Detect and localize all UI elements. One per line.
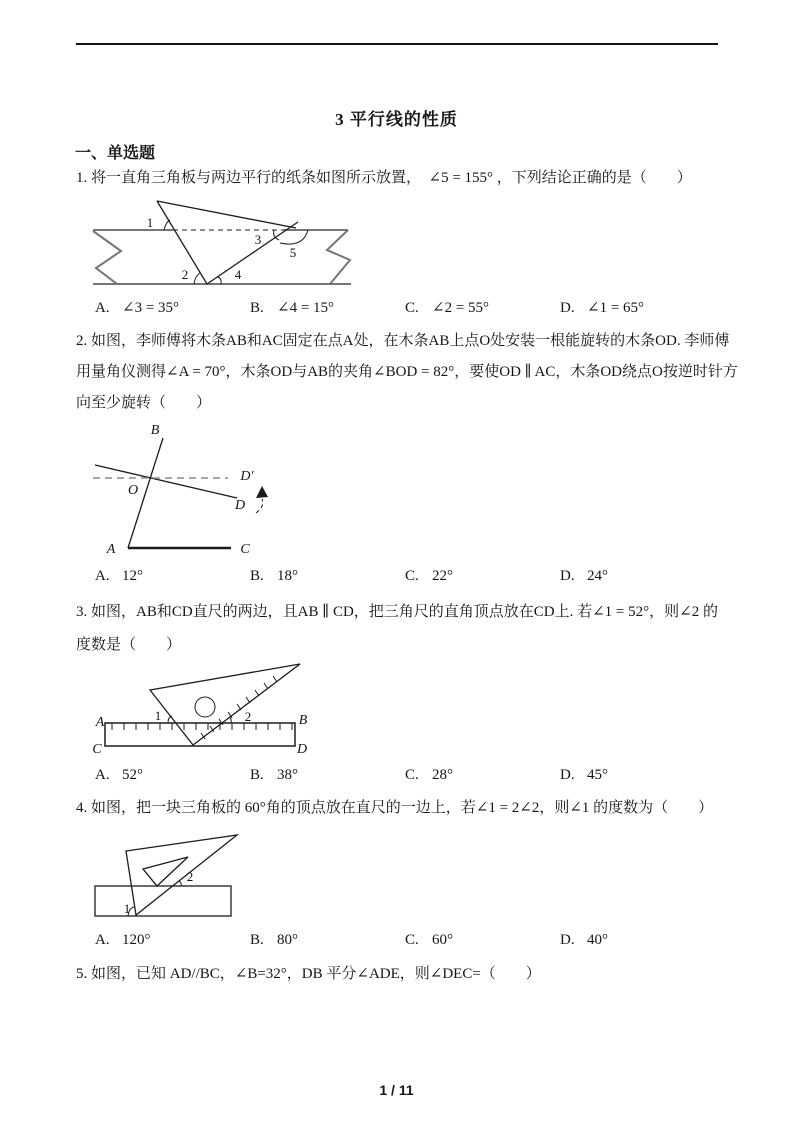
option-text: 80° [277, 932, 298, 948]
question-1-diagram [88, 193, 373, 299]
angle-4-arc [218, 277, 221, 284]
option-text: 60° [432, 932, 453, 948]
option-letter: A. [95, 767, 110, 783]
question-4-option-d [560, 932, 608, 949]
angle-3-label: 3 [254, 232, 262, 247]
strip-right-tear [327, 230, 350, 284]
angle-1-label: 1 [154, 708, 162, 723]
angle-2-arc [194, 273, 200, 284]
question-4-diagram [92, 828, 247, 923]
option-text: 22° [432, 568, 453, 584]
option-text: ∠2 = 55° [432, 300, 490, 316]
option-letter: C. [405, 932, 419, 948]
option-letter: D. [560, 767, 575, 783]
option-text: 45° [587, 767, 608, 783]
question-2-option-a [95, 568, 143, 585]
set-square-cutout [143, 857, 188, 886]
option-letter: B. [250, 932, 264, 948]
hypotenuse-tick-marks [201, 676, 277, 739]
option-text: ∠1 = 65° [587, 300, 645, 316]
set-square-outline [123, 835, 237, 916]
option-letter: B. [250, 300, 264, 316]
rotation-arrow [256, 486, 268, 513]
angle-1-label: 1 [123, 901, 131, 916]
point-O-label: O [127, 483, 139, 498]
angle-4-label: 4 [234, 267, 242, 282]
angle-2-label: 2 [181, 267, 189, 282]
point-B-label: B [298, 713, 308, 728]
rotation-arrow-tail [256, 499, 263, 513]
triangle-hypotenuse [157, 201, 296, 228]
point-A-label: A [95, 715, 105, 730]
option-letter: B. [250, 767, 264, 783]
question-4-option-a [95, 932, 151, 949]
set-square-outline [150, 664, 300, 745]
angle-2-arc [179, 881, 181, 886]
question-3-option-a [95, 767, 143, 784]
question-2-option-b [250, 568, 298, 585]
rotation-arrowhead [256, 486, 268, 498]
question-3-option-b [250, 767, 298, 784]
option-letter: A. [95, 568, 110, 584]
point-D-label: D [234, 498, 246, 513]
question-2-text-line-2: 用量角仪测得∠A = 70°，木条OD与AB的夹角∠BOD = 82°，要使OD ∥ AC，木条OD绕点O按逆时针方 [76, 364, 738, 380]
header-rule [76, 43, 718, 45]
option-text: 52° [122, 767, 143, 783]
option-text: ∠3 = 35° [122, 300, 180, 316]
option-letter: C. [405, 568, 419, 584]
triangle-right-side [207, 222, 298, 284]
option-letter: A. [95, 932, 110, 948]
question-4-options [0, 932, 793, 952]
option-letter: D. [560, 568, 575, 584]
question-1-option-b [250, 298, 334, 317]
set-square-hole [195, 697, 215, 717]
question-4-text: 4. 如图，把一块三角板的 60°角的顶点放在直尺的一边上，若∠1 = 2∠2，则∠1 的度数为（ ） [76, 800, 714, 816]
paper-strip [93, 230, 351, 284]
point-C-label: C [92, 742, 102, 757]
question-3-text-line-1: 3. 如图，AB和CD直尺的两边，且AB ∥ CD，把三角尺的直角顶点放在CD上. 若∠1 = 52°，则∠2 的 [76, 604, 718, 620]
angle-2-label: 2 [186, 869, 194, 884]
segment-OD [95, 465, 237, 498]
question-2-option-c [405, 568, 453, 585]
triangle-ruler [157, 201, 298, 284]
page-title: 3 平行线的性质 [335, 110, 458, 129]
option-text: 24° [587, 568, 608, 584]
page-number: 1 / 11 [379, 1082, 414, 1098]
point-B-label: B [150, 423, 160, 438]
question-3-text-line-2: 度数是（ ） [76, 637, 182, 653]
option-text: 40° [587, 932, 608, 948]
strip-left-tear [93, 231, 121, 284]
question-4-option-c [405, 932, 453, 949]
question-1-text: 1. 将一直角三角板与两边平行的纸条如图所示放置， ∠5 = 155° ，下列结论正确的是（ ） [76, 170, 692, 186]
option-letter: A. [95, 300, 110, 316]
question-3-option-c [405, 767, 453, 784]
question-3-option-d [560, 767, 608, 784]
question-5-text: 5. 如图，已知 AD//BC，∠B=32°，DB 平分∠ADE，则∠DEC=（ ） [76, 966, 541, 982]
question-3-options [0, 767, 793, 787]
option-letter: B. [250, 568, 264, 584]
question-2-option-d [560, 568, 608, 585]
angle-1-label: 1 [146, 215, 154, 230]
ruler-outline [105, 723, 295, 746]
option-text: 28° [432, 767, 453, 783]
set-square [123, 835, 237, 916]
question-1-option-a [95, 298, 179, 317]
option-letter: C. [405, 767, 419, 783]
option-letter: D. [560, 932, 575, 948]
angle-2-label: 2 [244, 709, 252, 724]
set-square [150, 664, 300, 745]
question-3-diagram [90, 655, 325, 758]
option-text: 12° [122, 568, 143, 584]
section-heading: 一、单选题 [75, 145, 156, 162]
point-A-label: A [106, 542, 116, 557]
option-text: ∠4 = 15° [277, 300, 335, 316]
point-C-label: C [240, 542, 250, 557]
option-letter: D. [560, 300, 575, 316]
option-text: 120° [122, 932, 151, 948]
question-1-option-d [560, 298, 644, 317]
ruler [105, 723, 295, 746]
option-text: 18° [277, 568, 298, 584]
option-text: 38° [277, 767, 298, 783]
point-D-prime-label: D′ [240, 469, 254, 484]
point-D-label: D [296, 742, 308, 757]
question-1-option-c [405, 298, 489, 317]
angle-5-label: 5 [289, 245, 297, 260]
question-2-text-line-3: 向至少旋转（ ） [76, 395, 212, 411]
ruler-tick-marks [112, 723, 292, 730]
option-letter: C. [405, 300, 419, 316]
question-2-diagram [85, 418, 285, 565]
ruler-outline [95, 886, 231, 916]
question-4-option-b [250, 932, 298, 949]
question-2-options [0, 568, 793, 588]
question-1-options [0, 298, 793, 318]
question-2-text-line-1: 2. 如图，李师傅将木条AB和AC固定在点A处，在木条AB上点O处安装一根能旋转的木条OD. 李师傅 [76, 333, 730, 349]
